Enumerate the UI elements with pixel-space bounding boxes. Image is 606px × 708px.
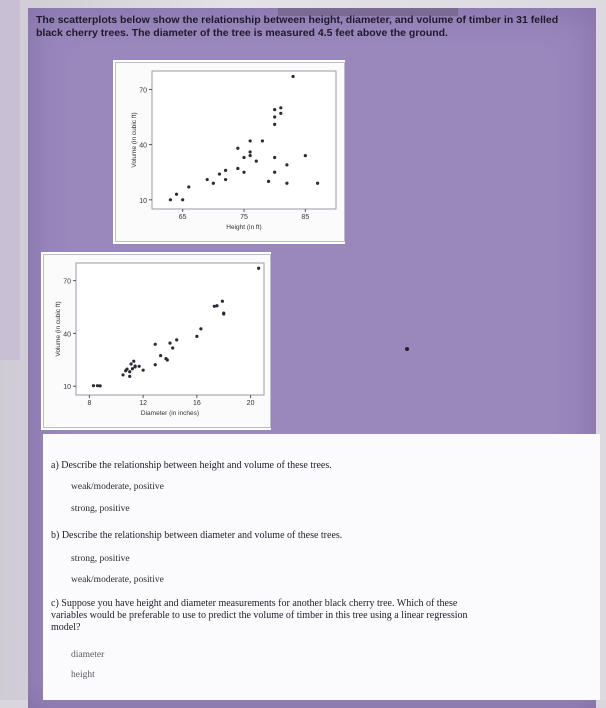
data-point bbox=[291, 75, 294, 78]
data-point bbox=[273, 156, 276, 159]
data-point bbox=[175, 338, 178, 341]
question-b-option-1[interactable]: strong, positive bbox=[71, 554, 130, 564]
data-point bbox=[285, 163, 288, 166]
intro-line-1: The scatterplots below show the relationship between height, diameter, and volume of timber in 31 felled bbox=[36, 14, 559, 26]
data-point bbox=[255, 160, 258, 163]
data-point bbox=[222, 312, 225, 315]
y-tick-label: 40 bbox=[63, 331, 71, 339]
data-point bbox=[213, 305, 216, 308]
data-point bbox=[128, 375, 131, 378]
question-b-option-2[interactable]: weak/moderate, positive bbox=[71, 575, 164, 585]
data-point bbox=[279, 106, 282, 109]
data-point bbox=[249, 139, 252, 142]
data-point bbox=[261, 139, 264, 142]
data-point bbox=[121, 373, 124, 376]
questions-panel bbox=[43, 434, 600, 700]
data-point bbox=[206, 178, 209, 181]
y-axis-label: Volume (in cubic ft) bbox=[131, 112, 138, 168]
data-point bbox=[125, 368, 128, 371]
y-axis-label: Volume (in cubic ft) bbox=[55, 301, 62, 357]
data-point bbox=[166, 358, 169, 361]
data-point bbox=[175, 193, 178, 196]
data-point bbox=[273, 108, 276, 111]
y-tick-label: 70 bbox=[63, 278, 71, 286]
y-tick-label: 10 bbox=[63, 384, 71, 392]
question-c-line-1: c) Suppose you have height and diameter measurements for another black cherry tree. Which of these bbox=[51, 598, 458, 609]
data-point bbox=[142, 369, 145, 372]
intro-line-2: black cherry trees. The diameter of the tree is measured 4.5 feet above the ground. bbox=[36, 27, 448, 39]
data-point bbox=[224, 169, 227, 172]
data-point bbox=[195, 335, 198, 338]
y-tick-label: 70 bbox=[139, 87, 147, 95]
data-point bbox=[128, 370, 131, 373]
x-tick-label: 75 bbox=[240, 214, 248, 221]
question-c-option-1[interactable]: diameter bbox=[71, 650, 105, 660]
data-point bbox=[249, 150, 252, 153]
question-c-prompt bbox=[51, 598, 571, 634]
question-intro bbox=[36, 14, 566, 40]
data-point bbox=[273, 115, 276, 118]
y-tick-label: 40 bbox=[139, 142, 147, 150]
data-point bbox=[132, 360, 135, 363]
question-c-option-2[interactable]: height bbox=[71, 670, 95, 680]
data-point bbox=[218, 172, 221, 175]
question-a-option-1[interactable]: weak/moderate, positive bbox=[71, 482, 164, 492]
x-tick-label: 8 bbox=[87, 400, 92, 407]
data-point bbox=[154, 363, 157, 366]
question-b-prompt: b) Describe the relationship between diameter and volume of these trees. bbox=[51, 530, 343, 541]
data-point bbox=[187, 185, 190, 188]
data-point bbox=[221, 300, 224, 303]
left-margin-strip bbox=[0, 0, 20, 360]
diameter-volume-scatterplot bbox=[43, 254, 271, 428]
data-point bbox=[273, 171, 276, 174]
x-axis-label: Diameter (in inches) bbox=[140, 410, 200, 417]
plot-area bbox=[152, 71, 336, 209]
data-point bbox=[224, 178, 227, 181]
x-tick-label: 16 bbox=[192, 400, 201, 407]
data-point bbox=[169, 198, 172, 201]
data-point bbox=[242, 171, 245, 174]
data-point bbox=[242, 156, 245, 159]
data-point bbox=[199, 327, 202, 330]
data-point bbox=[138, 365, 141, 368]
data-point bbox=[273, 123, 276, 126]
data-point bbox=[267, 180, 270, 183]
data-point bbox=[181, 198, 184, 201]
height-volume-scatterplot bbox=[115, 62, 345, 242]
data-point bbox=[131, 367, 134, 370]
stray-mark bbox=[405, 347, 409, 351]
question-c-line-3: model? bbox=[51, 622, 81, 633]
data-point bbox=[249, 154, 252, 157]
data-point bbox=[279, 112, 282, 115]
x-tick-label: 12 bbox=[139, 400, 148, 407]
data-point bbox=[129, 362, 132, 365]
y-tick-label: 10 bbox=[139, 197, 147, 205]
diameter-volume-svg bbox=[44, 255, 270, 427]
data-point bbox=[236, 147, 239, 150]
data-point bbox=[257, 267, 260, 270]
data-point bbox=[236, 167, 239, 170]
data-point bbox=[171, 346, 174, 349]
question-c-line-2: variables would be preferable to use to predict the volume of timber in this tree using a linear regression bbox=[51, 610, 468, 621]
question-a-prompt: a) Describe the relationship between height and volume of these trees. bbox=[51, 460, 332, 471]
height-volume-svg bbox=[116, 63, 344, 241]
question-a-option-2[interactable]: strong, positive bbox=[71, 504, 130, 514]
data-point bbox=[215, 304, 218, 307]
x-tick-label: 85 bbox=[301, 214, 310, 221]
data-point bbox=[159, 354, 162, 357]
data-point bbox=[316, 182, 319, 185]
plot-area bbox=[76, 263, 264, 395]
data-point bbox=[212, 182, 215, 185]
x-axis-label: Height (in ft) bbox=[226, 224, 262, 231]
data-point bbox=[285, 182, 288, 185]
x-tick-label: 65 bbox=[178, 214, 187, 221]
data-point bbox=[168, 341, 171, 344]
data-point bbox=[92, 384, 95, 387]
x-tick-label: 20 bbox=[246, 400, 255, 407]
data-point bbox=[154, 343, 157, 346]
data-point bbox=[99, 384, 102, 387]
data-point bbox=[133, 365, 136, 368]
data-point bbox=[304, 154, 307, 157]
